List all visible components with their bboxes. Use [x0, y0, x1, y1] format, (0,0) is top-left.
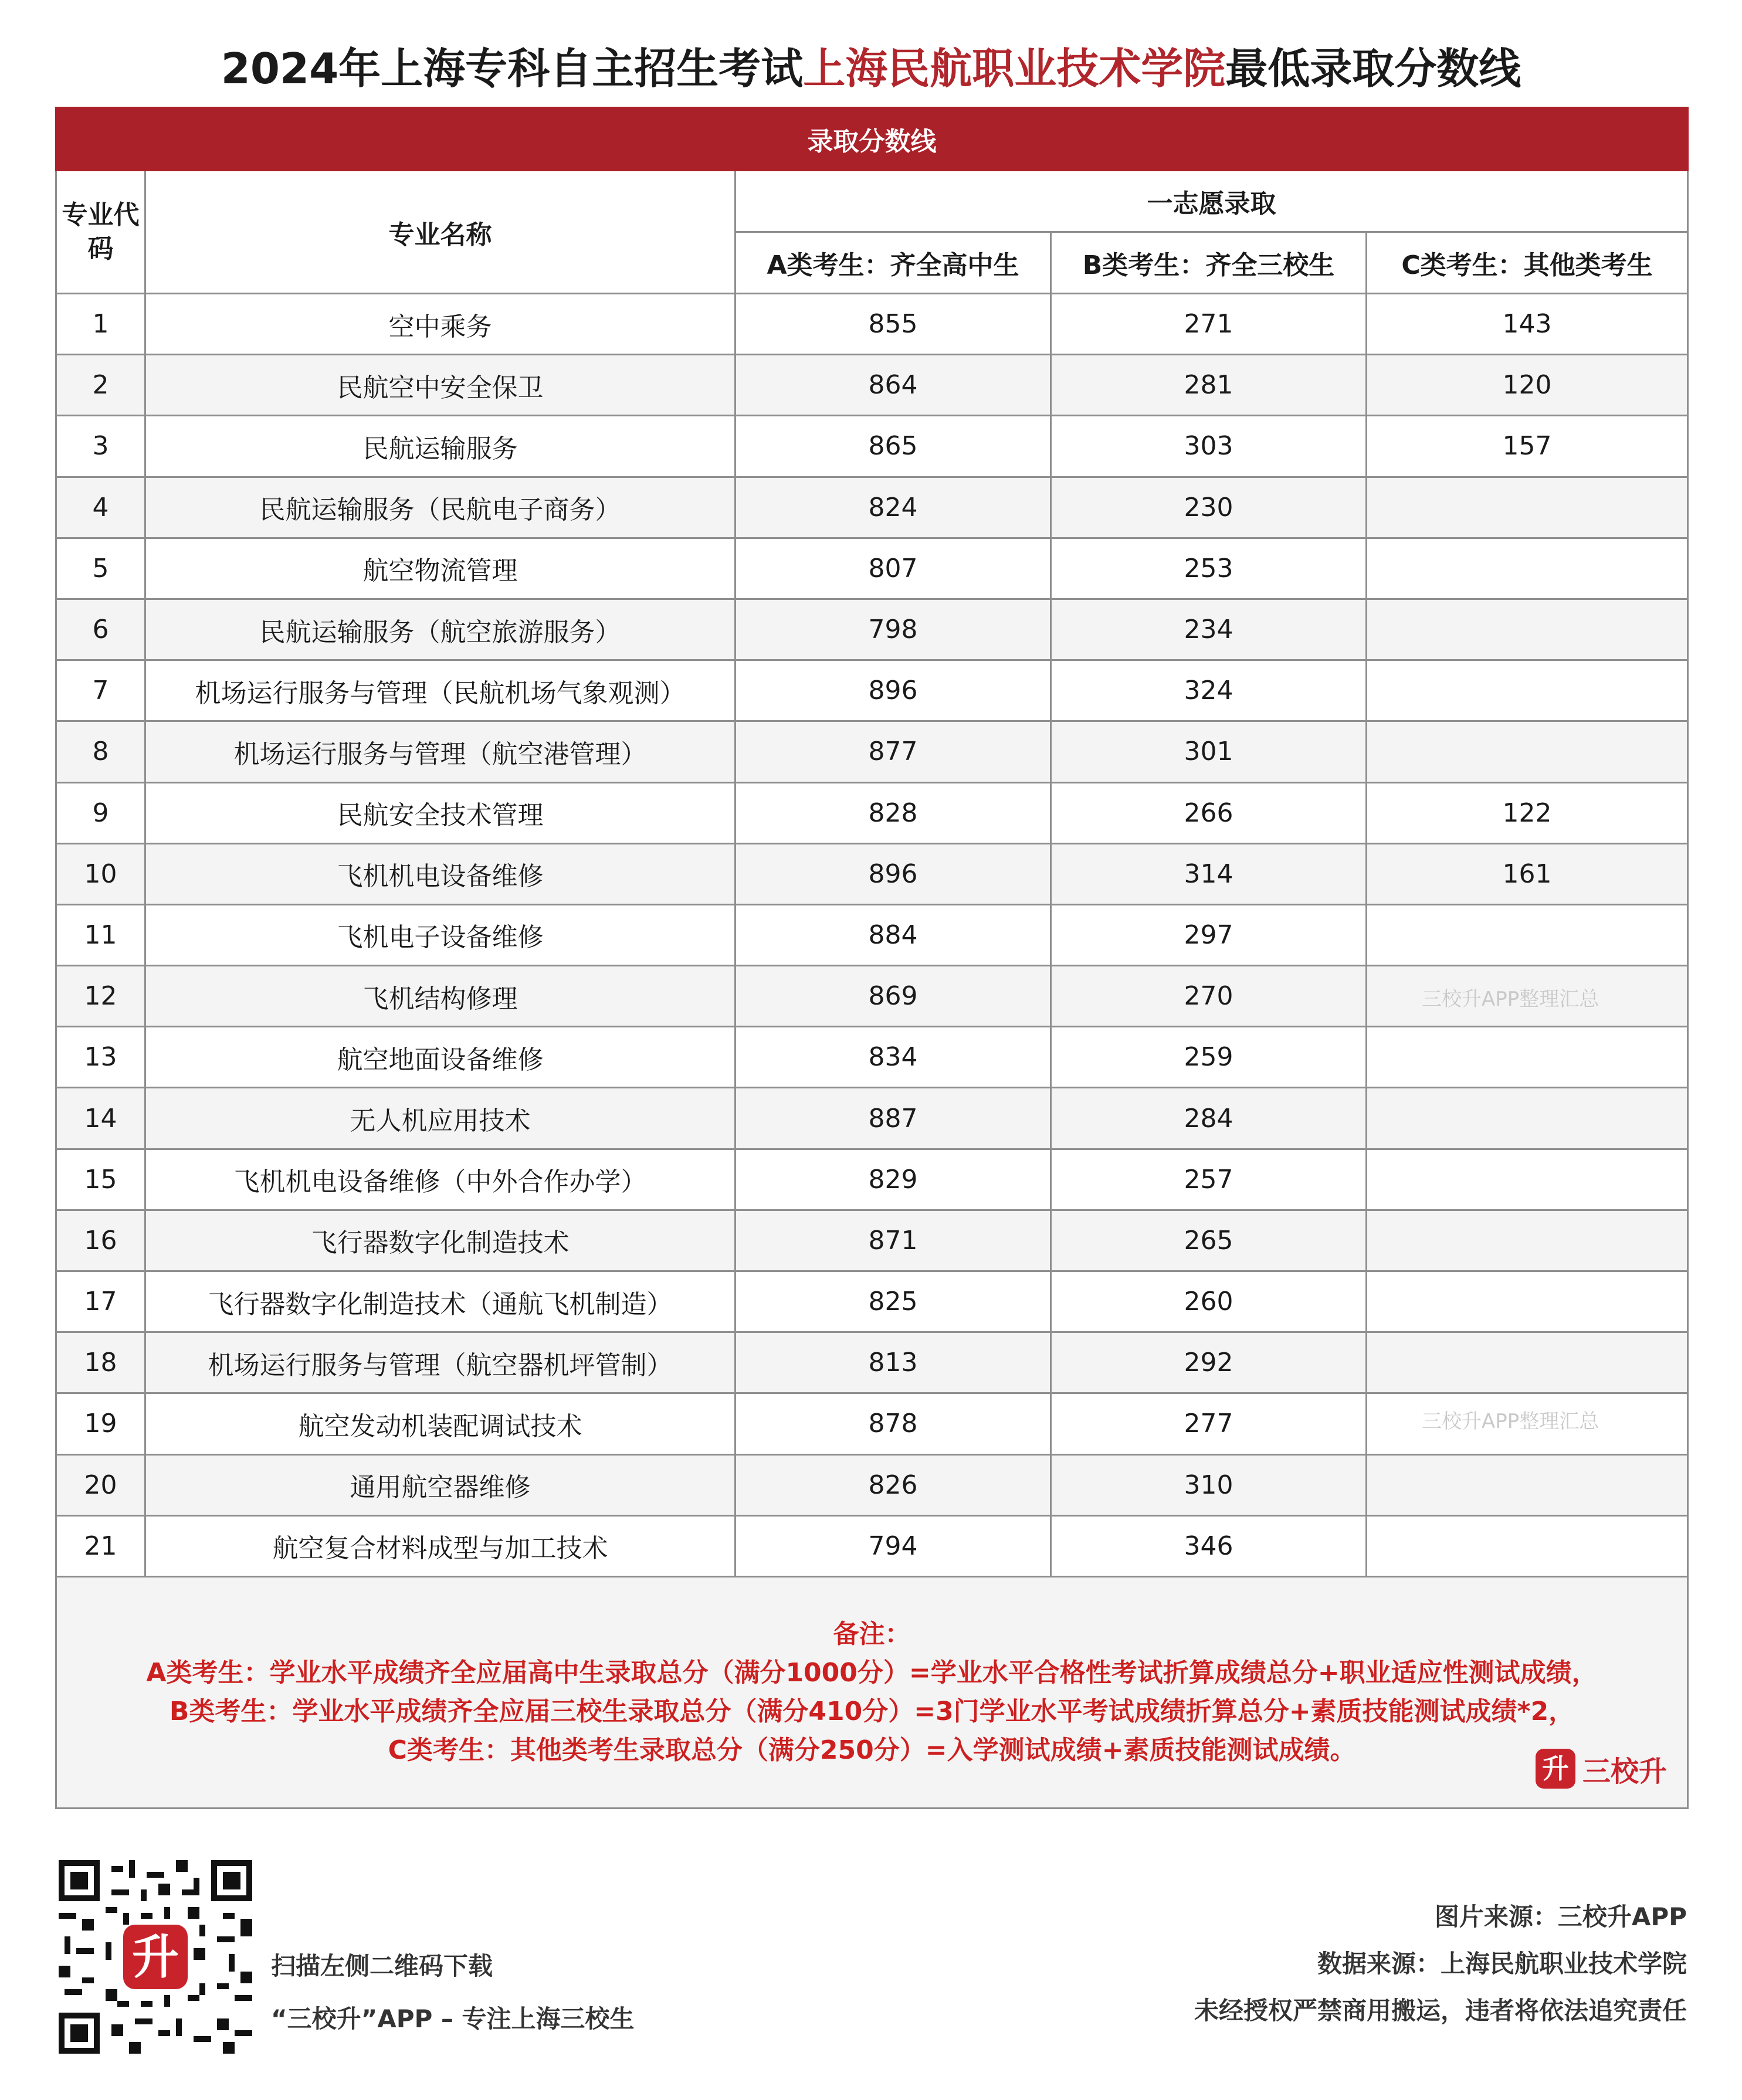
cell-score-c: [1367, 1027, 1688, 1088]
table-row: [56, 416, 1688, 477]
header-col-c: C类考生：其他类考生: [1367, 232, 1688, 294]
cell-score-b: 270: [1051, 966, 1367, 1027]
cell-score-a: 871: [736, 1210, 1051, 1271]
cell-score-c: [1367, 1454, 1688, 1515]
cell-score-a: 864: [736, 355, 1051, 416]
notes-cell: [56, 1576, 1688, 1808]
notes-line-a: A类考生：学业水平成绩齐全应届高中生录取总分（满分1000分）=学业水平合格性考试折算成绩总分+职业适应性测试成绩，: [146, 1657, 1598, 1688]
cell-score-a: 877: [736, 721, 1051, 782]
cell-score-b: 259: [1051, 1027, 1367, 1088]
cell-score-a: 798: [736, 599, 1051, 660]
cell-code: 18: [56, 1332, 145, 1393]
cell-code: 19: [56, 1393, 145, 1454]
cell-score-b: 257: [1051, 1149, 1367, 1210]
cell-score-c: 143: [1367, 294, 1688, 355]
cell-name: 机场运行服务与管理（民航机场气象观测）: [145, 660, 736, 721]
cell-score-c: [1367, 1271, 1688, 1332]
header-col-a: A类考生：齐全高中生: [736, 232, 1051, 294]
cell-code: 17: [56, 1271, 145, 1332]
cell-score-a: 878: [736, 1393, 1051, 1454]
cell-score-c: [1367, 1210, 1688, 1271]
header-code: 专业代码: [56, 171, 145, 294]
cell-code: 13: [56, 1027, 145, 1088]
cell-score-a: 826: [736, 1454, 1051, 1515]
table-row: [56, 904, 1688, 965]
cell-code: 12: [56, 966, 145, 1027]
brand-logo: [1536, 1748, 1667, 1790]
header-group: 一志愿录取: [736, 171, 1688, 232]
cell-score-a: 896: [736, 843, 1051, 904]
cell-score-b: 281: [1051, 355, 1367, 416]
header-name: 专业名称: [145, 171, 736, 294]
cell-name: 航空地面设备维修: [145, 1027, 736, 1088]
cell-code: 10: [56, 843, 145, 904]
table-banner: 录取分数线: [56, 108, 1688, 171]
cell-score-a: 825: [736, 1271, 1051, 1332]
cell-code: 3: [56, 416, 145, 477]
cell-score-b: 266: [1051, 782, 1367, 843]
cell-score-c: [1367, 660, 1688, 721]
cell-code: 1: [56, 294, 145, 355]
cell-score-c: 122: [1367, 782, 1688, 843]
cell-name: 飞机机电设备维修（中外合作办学）: [145, 1149, 736, 1210]
cell-score-c: 161: [1367, 843, 1688, 904]
footer-copyright: 未经授权严禁商用搬运，违者将依法追究责任: [1194, 1996, 1687, 2025]
table-row: [56, 294, 1688, 355]
footer-image-source: 图片来源：三校升APP: [1434, 1902, 1687, 1931]
cell-score-c: [1367, 721, 1688, 782]
title-highlight: 上海民航职业技术学院: [803, 44, 1226, 93]
table-row: [56, 1149, 1688, 1210]
cell-name: 飞机电子设备维修: [145, 904, 736, 965]
cell-score-b: 234: [1051, 599, 1367, 660]
cell-score-a: 828: [736, 782, 1051, 843]
title-prefix: 2024年上海专科自主招生考试: [221, 44, 804, 93]
table-row: [56, 782, 1688, 843]
cell-score-b: 292: [1051, 1332, 1367, 1393]
cell-score-b: 303: [1051, 416, 1367, 477]
cell-code: 4: [56, 477, 145, 538]
cell-score-a: 813: [736, 1332, 1051, 1393]
footer-scan-text: 扫描左侧二维码下载: [271, 1952, 493, 1980]
brand-logo-text: 三校升: [1582, 1755, 1668, 1788]
cell-name: 民航安全技术管理: [145, 782, 736, 843]
cell-code: 11: [56, 904, 145, 965]
cell-score-a: 829: [736, 1149, 1051, 1210]
watermark-text: 三校升APP整理汇总: [1422, 988, 1599, 1011]
cell-score-b: 277: [1051, 1393, 1367, 1454]
title-suffix: 最低录取分数线: [1225, 44, 1521, 93]
cell-score-c: [1367, 904, 1688, 965]
page-title: [0, 30, 1742, 107]
cell-code: 21: [56, 1515, 145, 1576]
cell-name: 飞行器数字化制造技术: [145, 1210, 736, 1271]
cell-score-b: 253: [1051, 538, 1367, 599]
notes-line-b: B类考生：学业水平成绩齐全应届三校生录取总分（满分410分）=3门学业水平考试成绩折算总分+素质技能测试成绩*2，: [169, 1696, 1575, 1726]
cell-score-b: 230: [1051, 477, 1367, 538]
cell-name: 航空物流管理: [145, 538, 736, 599]
cell-score-b: 271: [1051, 294, 1367, 355]
table-row: [56, 1454, 1688, 1515]
table-row: [56, 1210, 1688, 1271]
cell-score-b: 301: [1051, 721, 1367, 782]
cell-score-c: [1367, 538, 1688, 599]
cell-name: 通用航空器维修: [145, 1454, 736, 1515]
cell-code: 8: [56, 721, 145, 782]
cell-name: 航空发动机装配调试技术: [145, 1393, 736, 1454]
cell-score-a: 834: [736, 1027, 1051, 1088]
cell-code: 2: [56, 355, 145, 416]
table-row: [56, 660, 1688, 721]
footer-data-source: 数据来源：上海民航职业技术学院: [1317, 1949, 1687, 1978]
table-row: [56, 599, 1688, 660]
table-row: [56, 1088, 1688, 1149]
header-col-b: B类考生：齐全三校生: [1051, 232, 1367, 294]
table-row: [56, 355, 1688, 416]
cell-name: 航空复合材料成型与加工技术: [145, 1515, 736, 1576]
table-row: [56, 721, 1688, 782]
table-row: [56, 1515, 1688, 1576]
cell-score-a: 824: [736, 477, 1051, 538]
table-row: [56, 1332, 1688, 1393]
cell-score-a: 884: [736, 904, 1051, 965]
table-row: [56, 1027, 1688, 1088]
cell-score-a: 869: [736, 966, 1051, 1027]
cell-name: 机场运行服务与管理（航空港管理）: [145, 721, 736, 782]
cell-score-c: [1367, 1515, 1688, 1576]
table-row: [56, 477, 1688, 538]
cell-score-b: 346: [1051, 1515, 1367, 1576]
qr-logo-glyph: 升: [132, 1930, 179, 1984]
cell-score-b: 314: [1051, 843, 1367, 904]
footer-app-text: “三校升”APP – 专注上海三校生: [271, 2004, 635, 2033]
brand-logo-icon: 升: [1536, 1749, 1575, 1789]
cell-name: 飞机结构修理: [145, 966, 736, 1027]
qr-code-icon: [59, 1860, 252, 2054]
cell-name: 空中乘务: [145, 294, 736, 355]
cell-name: 民航运输服务（民航电子商务）: [145, 477, 736, 538]
cell-score-b: 324: [1051, 660, 1367, 721]
cell-code: 9: [56, 782, 145, 843]
cell-score-a: 896: [736, 660, 1051, 721]
cell-score-b: 284: [1051, 1088, 1367, 1149]
cell-score-a: 794: [736, 1515, 1051, 1576]
cell-name: 民航运输服务: [145, 416, 736, 477]
cell-score-b: 265: [1051, 1210, 1367, 1271]
cell-score-b: 297: [1051, 904, 1367, 965]
table-body: [56, 294, 1688, 1577]
cell-score-c: [1367, 477, 1688, 538]
notes-line-c: C类考生：其他类考生录取总分（满分250分）=入学测试成绩+素质技能测试成绩。: [388, 1735, 1356, 1765]
cell-name: 飞机机电设备维修: [145, 843, 736, 904]
watermark-text: 三校升APP整理汇总: [1422, 1410, 1599, 1433]
cell-score-c: [1367, 1088, 1688, 1149]
cell-code: 15: [56, 1149, 145, 1210]
cell-name: 民航运输服务（航空旅游服务）: [145, 599, 736, 660]
cell-score-a: 887: [736, 1088, 1051, 1149]
table-row: [56, 1271, 1688, 1332]
cell-name: 无人机应用技术: [145, 1088, 736, 1149]
cell-score-c: [1367, 599, 1688, 660]
cell-code: 20: [56, 1454, 145, 1515]
cell-code: 6: [56, 599, 145, 660]
cell-score-c: 157: [1367, 416, 1688, 477]
cell-score-a: 865: [736, 416, 1051, 477]
cell-score-c: 120: [1367, 355, 1688, 416]
cell-code: 14: [56, 1088, 145, 1149]
cell-code: 5: [56, 538, 145, 599]
cell-score-c: [1367, 1149, 1688, 1210]
score-table: [55, 107, 1689, 1809]
cell-score-a: 807: [736, 538, 1051, 599]
cell-score-c: [1367, 1332, 1688, 1393]
cell-score-a: 855: [736, 294, 1051, 355]
cell-code: 7: [56, 660, 145, 721]
cell-name: 机场运行服务与管理（航空器机坪管制）: [145, 1332, 736, 1393]
notes-title: 备注：: [833, 1619, 911, 1649]
table-row: [56, 538, 1688, 599]
cell-name: 飞行器数字化制造技术（通航飞机制造）: [145, 1271, 736, 1332]
cell-score-b: 310: [1051, 1454, 1367, 1515]
table-row: [56, 843, 1688, 904]
cell-code: 16: [56, 1210, 145, 1271]
cell-score-b: 260: [1051, 1271, 1367, 1332]
cell-name: 民航空中安全保卫: [145, 355, 736, 416]
